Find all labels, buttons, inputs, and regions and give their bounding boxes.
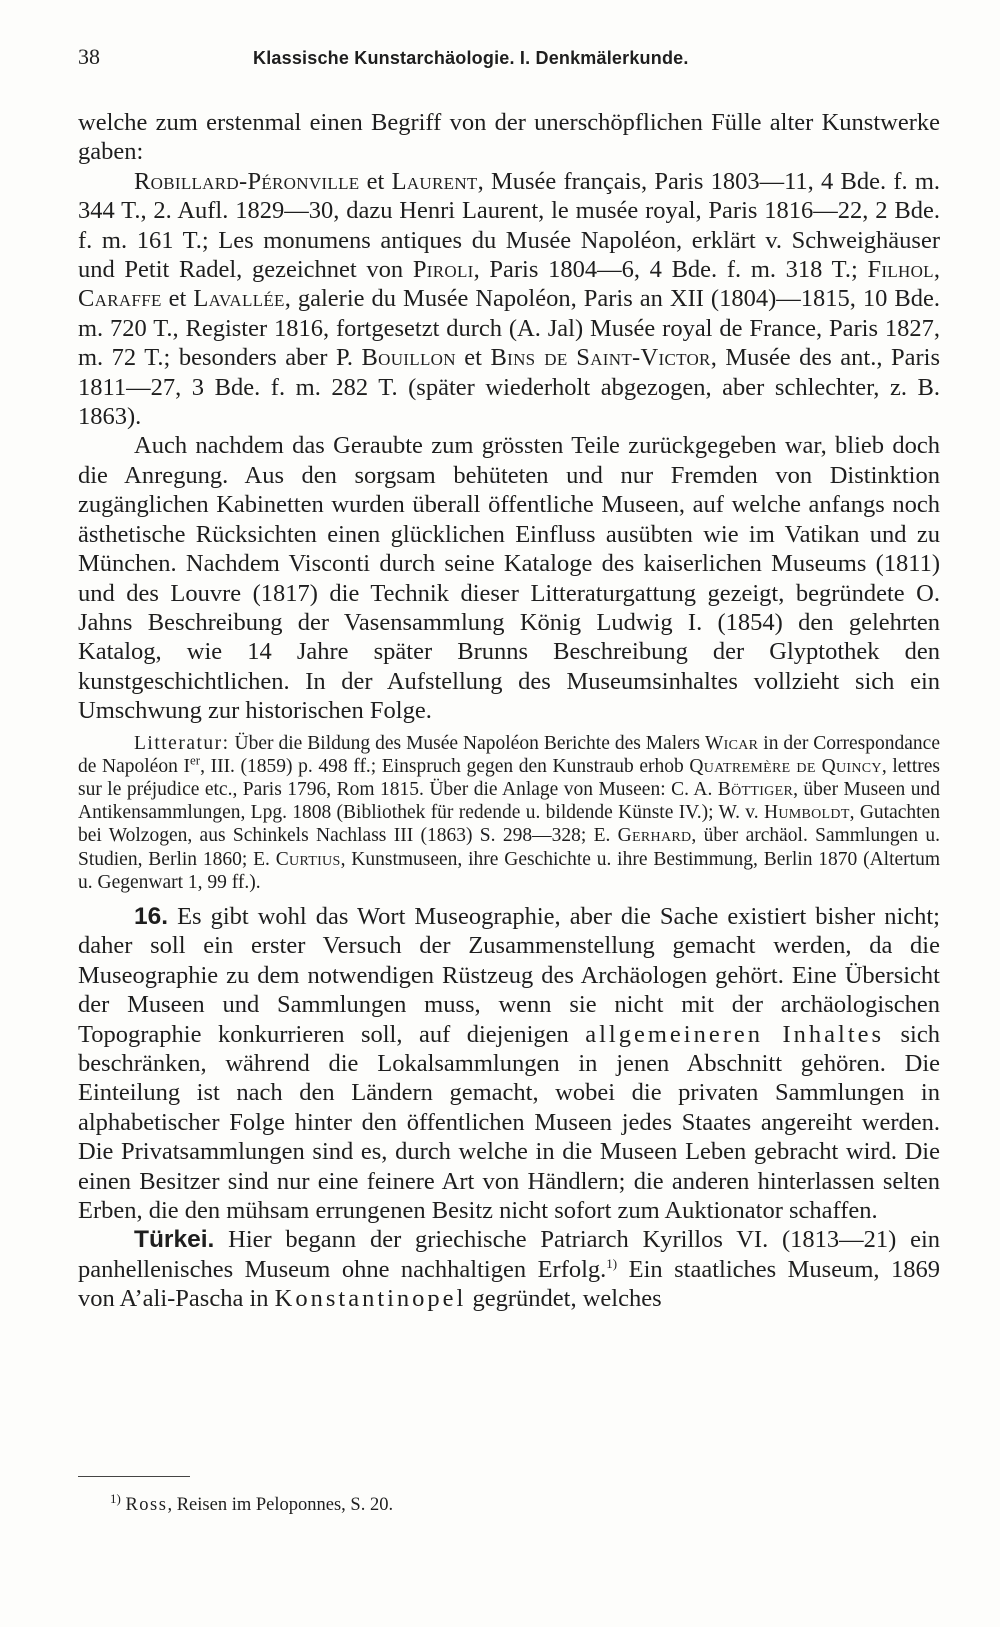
author-name: Gerhard	[617, 825, 692, 847]
text-run: gegründet, welches	[466, 1285, 662, 1313]
author-name: Bouillon	[361, 344, 456, 372]
footnote-divider	[78, 1476, 190, 1477]
text-run: , Paris 1804—6, 4 Bde. f. m. 318 T.;	[473, 256, 868, 284]
text-run: et	[455, 344, 491, 372]
section-16	[78, 902, 940, 1225]
author-name: Laurent	[391, 167, 478, 195]
text-run: sich beschränken, während die Lokalsammlungen in jenen Abschnitt gehören. Die Einteilung ist nach den Ländern gemacht, wobei die privaten Sammlungen in alphabetischer Folge hinter den öffentlichen Museen jedes Staates angereiht werden. Die Privatsammlungen sind es, durch welche in die Museen Leben gebracht wird. Die einen Besitzer sind nur eine feinere Art von Händlern; die anderen hinterlassen selten Erben, die den mühsam errungenen Besitz nicht sofort zum Auktionator schaffen.	[78, 1020, 940, 1225]
text-run: et	[359, 167, 392, 195]
text-run: , galerie du Musée Napoléon, Paris an XII (1804)—1815, 10 Bde. m. 720 T., Register 1816, fortgesetzt durch (A. Jal) Musée royal de France, Paris 1827, m. 72 T.; besonders aber P.	[78, 285, 940, 372]
paragraph-museums-text: Auch nachdem das Geraubte zum grössten Teile zurückgegeben war, blieb doch die Anregung. Aus den sorgsam behüteten und nur Fremden von Distinktion zugänglichen Kabinetten wurden überall öffentliche Museen, auf welche anfangs noch ästhetische Rücksichten einen glücklichen Einfluss ausübten wie im Vatikan und zu München. Nachdem Visconti durch seine Kataloge des kaiserlichen Museums (1811) und des Louvre (1817) die Technik dieser Litteraturgattung gezeigt, begründete O. Jahns Beschreibung der Vasensammlung König Ludwig I. (1854) den gelehrten Katalog, wie 14 Jahre später Brunns Beschreibung der Glyptothek den kunstgeschichtlichen. In der Aufstellung des Museumsinhaltes vollzieht sich ein Umschwung zur historischen Folge.	[78, 432, 940, 725]
text-run: , über Museen und Antikensammlungen, Lpg. 1808 (Bibliothek für redende u. bildende Künste IV.); W. v.	[78, 778, 941, 824]
text-run: et	[161, 285, 194, 313]
author-name: Quatremère de Quincy	[689, 755, 882, 777]
text-run: , über archäol. Sammlungen u. Studien, Berlin 1860; E.	[78, 825, 940, 870]
section-tuerkei	[78, 1225, 940, 1313]
text-run: in der Correspondance de Napoléon I	[78, 732, 940, 777]
section-number: 16.	[134, 902, 169, 930]
paragraph-museums	[78, 431, 940, 725]
paragraph-intro	[78, 108, 940, 167]
text-run: , Musée des ant., Paris 1811—27, 3 Bde. f. m. 282 T. (später wiederholt abgezogen, aber schlechter, z. B. 1863).	[78, 344, 940, 431]
author-name: Wicar	[704, 732, 759, 754]
text-run: , Kunstmuseen, ihre Geschichte u. ihre Bestimmung, Berlin 1870 (Altertum u. Gegenwart 1, 99 ff.).	[78, 848, 940, 893]
author-name: Lavallée	[193, 285, 285, 313]
footnote-author: Ross	[125, 1495, 168, 1515]
footnote-reference: 1)	[606, 1255, 618, 1271]
text-run: , lettres sur le préjudice etc., Paris 1796, Rom 1815. Über die Anlage von Museen: C. A.	[78, 755, 940, 800]
text-run: ,	[933, 256, 940, 284]
main-text	[78, 108, 940, 1314]
running-head: Klassische Kunstarchäologie. I. Denkmälerkunde.	[253, 48, 689, 68]
author-name: Böttiger	[717, 778, 794, 800]
country-heading: Türkei.	[134, 1226, 215, 1254]
page-number: 38	[78, 44, 100, 69]
footnote-mark: 1)	[110, 1490, 121, 1506]
spaced-emphasis: allgemeineren Inhaltes	[585, 1020, 885, 1048]
author-name: Bins de Saint-Victor	[490, 344, 711, 372]
text-run: Hier begann der griechische Patriarch Kyrillos VI. (1813—21) ein panhellenisches Museum ohne nachhaltigen Erfolg.	[78, 1226, 940, 1283]
text-run: , Gutachten bei Wolzogen, aus Schinkels Nachlass III (1863) S. 298—328; E.	[78, 802, 940, 847]
text-run: Es gibt wohl das Wort Museographie, aber die Sache existiert bisher nicht; daher soll ein erster Versuch der Zusammenstellung gemacht werden, da die Museographie zu dem notwendigen Rüstzeug des Archäologen gehört. Eine Übersicht der Museen und Sammlungen muss, wenn sie nicht mit der archäologischen Topographie konkurrieren soll, auf diejenigen	[78, 902, 940, 1048]
superscript: er	[189, 752, 201, 768]
paragraph-bibliography	[78, 167, 940, 432]
author-name: Robillard-Péronville	[134, 167, 360, 195]
author-name: Filhol	[867, 256, 934, 284]
author-name: Curtius	[275, 848, 341, 870]
literature-label: Litteratur:	[134, 732, 230, 754]
author-name: Piroli	[412, 256, 474, 284]
text-run: Über die Bildung des Musée Napoléon Berichte des Malers	[229, 732, 705, 754]
literature-note	[78, 732, 940, 894]
text-run: Ein staatliches Museum, 1869 von A’ali-Pascha in	[78, 1255, 940, 1313]
footnote-text: , Reisen im Peloponnes, S. 20.	[167, 1495, 394, 1515]
author-name: Caraffe	[78, 285, 162, 313]
text-run: , III. (1859) p. 498 ff.; Einspruch gegen den Kunstraub erhob	[200, 755, 690, 777]
page-header	[78, 44, 938, 74]
footnote	[110, 1490, 394, 1516]
author-name: Humboldt	[763, 802, 850, 824]
paragraph-intro-text: welche zum erstenmal einen Begriff von der unerschöpflichen Fülle alter Kunstwerke gaben:	[78, 109, 940, 166]
text-run: , Musée français, Paris 1803—11, 4 Bde. f. m. 344 T., 2. Aufl. 1829—30, dazu Henri Laurent, le musée royal, Paris 1816—22, 2 Bde. f. m. 161 T.; Les monumens antiques du Musée Napoléon, erklärt v. Schweighäuser und Petit Radel, gezeichnet von	[78, 167, 941, 284]
spaced-emphasis: Konstantinopel	[274, 1285, 467, 1313]
